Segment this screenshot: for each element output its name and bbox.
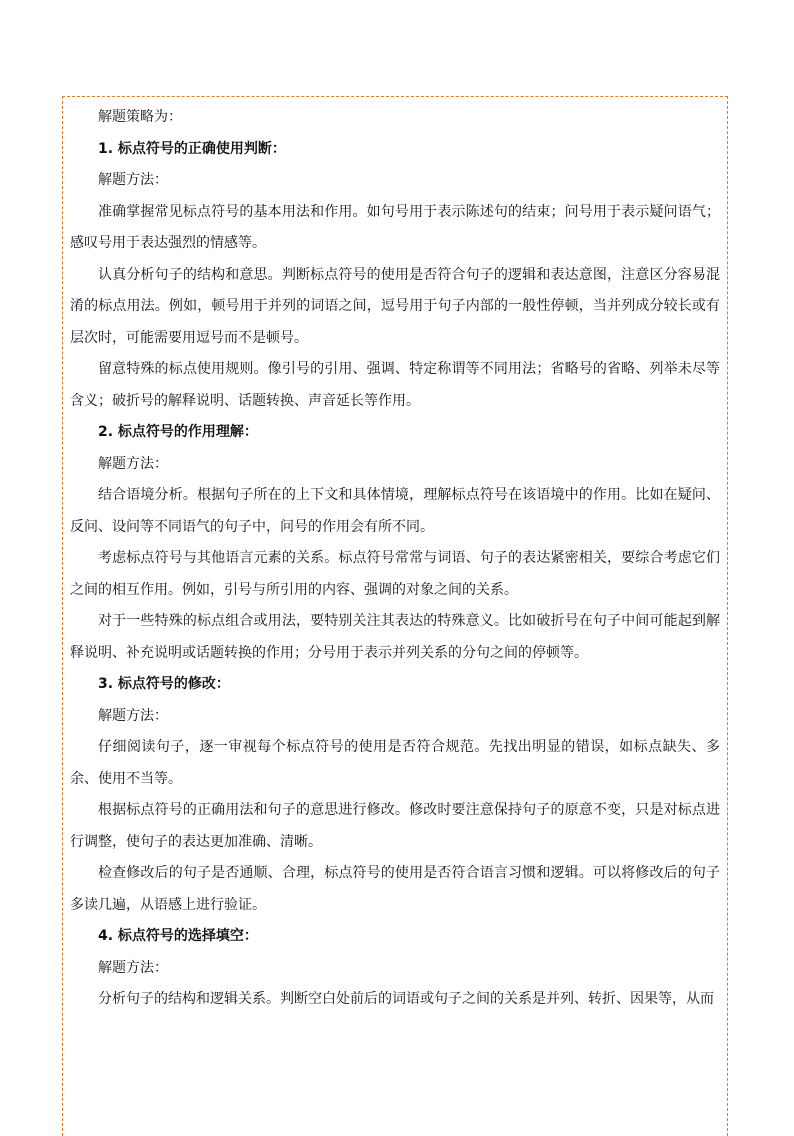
- section-1-method-label: 解题方法：: [98, 172, 168, 188]
- section-2-paragraph-1: 结合语境分析。根据句子所在的上下文和具体情境，理解标点符号在该语境中的作用。比如在疑问、反问、设问等不同语气的句子中，问号的作用会有所不同。: [70, 487, 720, 535]
- section-1-paragraph-1: 准确掌握常见标点符号的基本用法和作用。如句号用于表示陈述句的结束；问号用于表示疑问语气；感叹号用于表达强烈的情感等。: [70, 203, 720, 251]
- intro-line: 解题策略为：: [98, 109, 182, 125]
- section-3-paragraph-3: 检查修改后的句子是否通顺、合理，标点符号的使用是否符合语言习惯和逻辑。可以将修改后的句子多读几遍，从语感上进行验证。: [70, 865, 720, 913]
- section-4-method-label: 解题方法：: [98, 959, 168, 976]
- section-2-paragraph-3: 对于一些特殊的标点组合或用法，要特别关注其表达的特殊意义。比如破折号在句子中间可能起到解释说明、补充说明或话题转换的作用；分号用于表示并列关系的分句之间的停顿等。: [70, 613, 720, 661]
- section-1-paragraph-3: 留意特殊的标点使用规则。像引号的引用、强调、特定称谓等不同用法；省略号的省略、列举未尽等含义；破折号的解释说明、话题转换、声音延长等作用。: [70, 361, 720, 409]
- document-body: [70, 102, 720, 1016]
- section-2-method-label: 解题方法：: [98, 455, 168, 472]
- section-1-paragraph-2: 认真分析句子的结构和意思。判断标点符号的使用是否符合句子的逻辑和表达意图，注意区分容易混淆的标点用法。例如，顿号用于并列的词语之间，逗号用于句子内部的一般性停顿，当并列成分较长或有层次时，可能需要用逗号而不是顿号。: [70, 266, 720, 346]
- section-2-paragraph-2: 考虑标点符号与其他语言元素的关系。标点符号常常与词语、句子的表达紧密相关，要综合考虑它们之间的相互作用。例如，引号与所引用的内容、强调的对象之间的关系。: [70, 550, 720, 598]
- section-1-heading: 1. 标点符号的正确使用判断：: [98, 140, 286, 157]
- section-3-paragraph-1: 仔细阅读句子，逐一审视每个标点符号的使用是否符合规范。先找出明显的错误，如标点缺失、多余、使用不当等。: [70, 739, 720, 787]
- section-3-heading: 3. 标点符号的修改：: [98, 676, 230, 692]
- section-3-method-label: 解题方法：: [98, 707, 168, 724]
- section-2-heading: 2. 标点符号的作用理解：: [98, 424, 258, 440]
- section-3-paragraph-2: 根据标点符号的正确用法和句子的意思进行修改。修改时要注意保持句子的原意不变，只是对标点进行调整，使句子的表达更加准确、清晰。: [70, 802, 720, 850]
- section-4-heading: 4. 标点符号的选择填空：: [98, 928, 258, 944]
- section-4-paragraph-1: 分析句子的结构和逻辑关系。判断空白处前后的词语或句子之间的关系是并列、转折、因果等，从而: [98, 991, 714, 1007]
